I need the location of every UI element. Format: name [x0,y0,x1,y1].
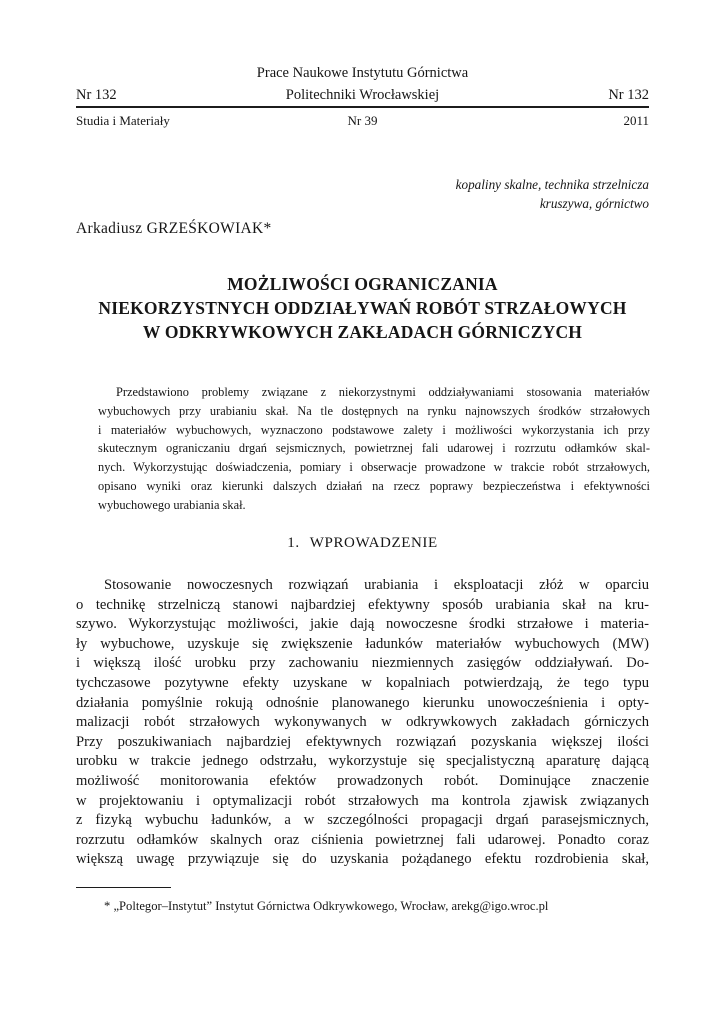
text-line: NIEKORZYSTNYCH ODDZIAŁYWAŃ ROBÓT STRZAŁOWYCH [98,298,627,318]
footnote: * „Poltegor–Instytut” Instytut Górnictwa Odkrywkowego, Wrocław, arekg@igo.wroc.pl [104,899,549,913]
text-line: urobku w trakcie jednego odstrzału, wykorzystuje się specjalistyczną aparaturę dającą [76,753,649,770]
text-line: wybuchowego urabiania skał. [98,497,246,512]
text-line: ły wybuchowe, uzyskuje się zwiększenie ładunków materiałów wybuchowych (MW) [76,635,649,652]
author-name: Arkadiusz GRZEŚKOWIAK* [76,220,272,237]
text-line: kopaliny skalne, technika strzelnicza [455,177,649,192]
text-line: wybuchowych przy urabianiu skał. Na tle dostępnych na rynku najnowszych środków strzałowych [98,403,650,418]
paper-title [76,272,649,344]
text-line: Stosowanie nowoczesnych rozwiązań urabiania i eksploatacji złóż w oparciu [104,577,649,593]
text-line: Przedstawiono problemy związane z niekorzystnymi oddziaływaniami stosowania materiałów [116,385,650,399]
text-line: o technikę strzelniczą stanowi najbardziej efektywny sposób urabiania skał na kru- [76,596,649,613]
text-line: opisano wyniki oraz kierunki dalszych działań na rzecz poprawy bezpieczeństwa i efektywności [98,478,650,493]
text-line: w projektowaniu i optymalizacji robót strzałowych ma kontrola zjawisk związanych [76,792,649,809]
abstract [98,383,650,515]
text-line: rozrzutu odłamków skalnych oraz ciśnienia powietrznej fali udarowej. Ponadto coraz [76,831,649,848]
text-line: kruszywa, górnictwo [539,196,649,211]
text-line: i materiałów wybuchowych, wyznaczono podstawowe zalety i możliwości wykorzystania ich przy [98,422,650,437]
text-line: MOŻLIWOŚCI OGRANICZANIA [227,274,498,294]
text-line: i większą ilość urobku przy zachowaniu niezmiennych zasięgów oddziaływań. Do- [76,655,649,672]
text-line: działania pomyślnie rokują odnośnie planowanego kierunku unowocześnienia i opty- [76,694,649,711]
journal-header-row [76,85,649,105]
section-heading: 1. WPROWADZENIE [287,535,438,551]
text-line: większą uwagę przywiązuje się do uzyskania pożądanego efektu rozdrobienia skał, [76,851,649,868]
text-line: nych. Wykorzystując doświadczenia, pomiary i obserwacje prowadzone w trakcie robót strzałowych, [98,460,650,475]
publication-year: 2011 [623,113,649,128]
keywords [76,175,649,213]
text-line: szywo. Wykorzystując możliwości, jakie dają nowoczesne środki strzałowe i materia- [76,616,649,633]
volume-number-right: Nr 132 [608,87,649,103]
subseries-label: Studia i Materiały [76,113,170,128]
journal-subheader-row [76,112,649,130]
journal-series-title-line2: Politechniki Wrocławskiej [285,87,440,103]
issue-number: Nr 39 [347,113,378,128]
journal-series-title-line1: Prace Naukowe Instytutu Górnictwa [256,65,469,81]
volume-number-left: Nr 132 [76,87,117,103]
text-line: z fizyką wybuchu ładunków, a w szczególności propagacji drgań parasejsmicznych, [76,812,649,829]
body-paragraph [76,576,649,870]
text-line: skutecznym ograniczaniu drgań sejsmicznych, powietrznej fali udarowej i rozrzutu odłamków skal- [98,441,650,456]
text-line: malizacji robót strzałowych wykonywanych w odkrywkowych zakładach górniczych [76,714,649,731]
footnote-rule [76,887,171,888]
text-line: tychczasowe pozytywne efekty uzyskane w kopalniach potwierdzają, że tego typu [76,674,649,691]
header-rule [76,106,649,108]
text-line: W ODKRYWKOWYCH ZAKŁADACH GÓRNICZYCH [142,322,583,342]
text-line: możliwość monitorowania efektów prowadzonych robót. Dominujące znaczenie [76,772,649,789]
text-line: Przy poszukiwaniach najbardziej efektywnych rozwiązań pozyskania większej ilości [76,733,649,750]
